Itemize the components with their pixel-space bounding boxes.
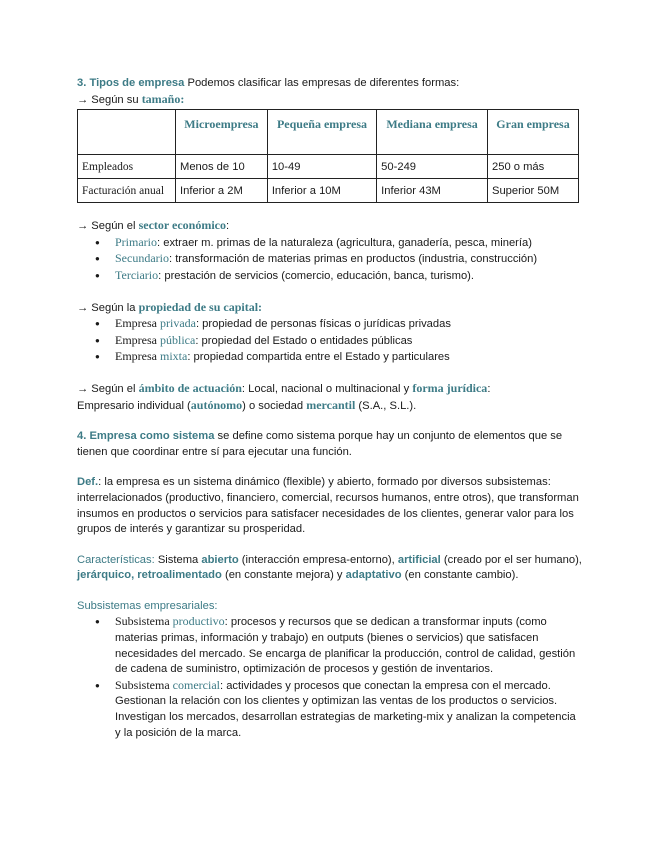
size-label: tamaño: <box>141 91 185 106</box>
subsystems-list <box>77 614 582 741</box>
char-keyword: abierto <box>201 553 239 566</box>
section3-heading: 3. Tipos de empresa <box>77 77 185 89</box>
subsystem-term: productivo <box>172 614 225 629</box>
capital-label: propiedad de su capital: <box>138 299 263 314</box>
section4-heading: 4. Empresa como sistema <box>77 430 215 443</box>
legal-form-label: forma jurídica <box>412 380 488 395</box>
char-text: (interacción empresa-entorno), <box>238 553 398 566</box>
capital-text: : propiedad de personas físicas o jurídicas privadas <box>195 318 451 331</box>
sector-text: : prestación de servicios (comercio, educación, banca, turismo). <box>158 269 475 282</box>
subsystem-lead: Subsistema <box>115 614 173 629</box>
section4-intro-paragraph <box>77 429 582 460</box>
char-keyword: jerárquico, retroalimentado <box>77 569 222 582</box>
list-item <box>115 316 582 333</box>
table-cell: Inferior 43M <box>377 179 488 203</box>
char-text: Sistema <box>154 553 202 566</box>
definition-text: : la empresa es un sistema dinámico (flexible) y abierto, formado por diversos subsistemas: interrelacionados (productivo, financiero, comercial, recursos humanos, entre otros), que transforman insumos en productos o servicios para satisfacer necesidades de los clientes, generar valor para los grupos de interés y garantizar su prosperidad. <box>77 476 579 536</box>
capital-line <box>77 300 582 317</box>
table-cell: Facturación anual <box>78 179 176 203</box>
sector-list <box>77 235 582 285</box>
subsystem-text: : procesos y recursos que se dedican a transformar inputs (como materias primas, información y trabajo) en outputs (bienes o servicios) que satisfacen necesidades del mercado. Se encarga de planificar la producción, control de calidad, gestión de cadena de suministro, optimización de procesos y gestión de inventarios. <box>115 616 576 676</box>
table-header-empty <box>78 110 176 155</box>
table-header-row <box>78 110 579 155</box>
list-item <box>115 349 582 366</box>
table-header-small: Pequeña empresa <box>267 110 376 155</box>
sector-prefix: → Según el <box>77 220 139 233</box>
table-cell: Inferior a 2M <box>176 179 268 203</box>
table-cell: Empleados <box>78 155 176 179</box>
char-keyword: artificial <box>397 553 441 566</box>
scope-line-1 <box>77 381 582 398</box>
scope-colon: : <box>487 382 491 395</box>
section4-intro: se define como sistema porque hay un conjunto de elementos que se tienen que coordinar entre sí para ejecutar una función. <box>77 430 563 458</box>
subsystems-label: Subsistemas empresariales: <box>77 599 218 612</box>
table-cell: 250 o más <box>488 155 579 179</box>
subsystem-text: : actividades y procesos que conectan la empresa con el mercado. Gestionan la relación con los clientes y optimizan las ventas de los productos o servicios. Investigan los mercados, desarrollan estrategias de marketing-mix y analizan la competencia y la posición de la marca. <box>115 679 576 739</box>
capital-term: pública <box>159 332 196 347</box>
table-row <box>78 155 579 179</box>
sector-term: Primario <box>115 234 157 249</box>
scope-text-a: Empresario individual ( <box>77 399 191 412</box>
company-size-table <box>77 109 579 203</box>
list-item <box>115 333 582 350</box>
definition-paragraph <box>77 475 582 537</box>
subsystem-lead: Subsistema <box>115 677 173 692</box>
table-row <box>78 179 579 203</box>
capital-term: mixta <box>159 349 188 364</box>
table-header-medium: Mediana empresa <box>377 110 488 155</box>
mercantil-term: mercantil <box>306 397 356 412</box>
characteristics-paragraph <box>77 553 582 584</box>
list-item <box>115 614 582 677</box>
capital-list <box>77 316 582 366</box>
char-keyword: adaptativo <box>345 569 402 582</box>
scope-prefix: → Según el <box>77 382 139 395</box>
char-text: (en constante cambio). <box>401 569 519 582</box>
capital-text: : propiedad del Estado o entidades públicas <box>195 334 413 347</box>
list-item <box>115 268 582 285</box>
capital-lead: Empresa <box>115 349 160 364</box>
char-text: (en constante mejora) y <box>221 569 346 582</box>
capital-lead: Empresa <box>115 316 160 331</box>
section3-title-line <box>77 76 582 92</box>
size-prefix: → Según su <box>77 93 142 106</box>
capital-prefix: → Según la <box>77 301 139 314</box>
table-cell: Superior 50M <box>488 179 579 203</box>
document-page <box>77 76 582 741</box>
scope-text-b: ) o sociedad <box>242 399 307 412</box>
table-header-large: Gran empresa <box>488 110 579 155</box>
sector-text: : extraer m. primas de la naturaleza (agricultura, ganadería, pesca, minería) <box>157 236 532 249</box>
table-cell: 50-249 <box>377 155 488 179</box>
size-line <box>77 92 582 109</box>
autonomo-term: autónomo <box>190 397 243 412</box>
capital-text: : propiedad compartida entre el Estado y particulares <box>187 351 450 364</box>
section3-intro: Podemos clasificar las empresas de diferentes formas: <box>184 77 460 89</box>
table-header-micro: Microempresa <box>176 110 268 155</box>
definition-label: Def. <box>77 476 99 489</box>
sector-text: : transformación de materias primas en productos (industria, construcción) <box>168 253 538 266</box>
scope-label: ámbito de actuación <box>138 380 242 395</box>
capital-term: privada <box>159 316 196 331</box>
table-cell: Inferior a 10M <box>267 179 376 203</box>
characteristics-label: Características: <box>77 553 155 566</box>
table-cell: Menos de 10 <box>176 155 268 179</box>
sector-suffix: : <box>226 220 230 233</box>
scope-line-2 <box>77 398 582 415</box>
table-cell: 10-49 <box>267 155 376 179</box>
sector-line <box>77 218 582 235</box>
list-item <box>115 678 582 741</box>
sector-term: Terciario <box>115 267 159 282</box>
char-text: (creado por el ser humano), <box>440 553 582 566</box>
sector-label: sector económico <box>138 218 226 233</box>
list-item <box>115 235 582 252</box>
subsystem-term: comercial <box>172 677 220 692</box>
capital-lead: Empresa <box>115 332 160 347</box>
scope-text-c: (S.A., S.L.). <box>355 399 417 412</box>
scope-mid: : Local, nacional o multinacional y <box>241 382 413 395</box>
list-item <box>115 251 582 268</box>
sector-term: Secundario <box>115 251 169 266</box>
